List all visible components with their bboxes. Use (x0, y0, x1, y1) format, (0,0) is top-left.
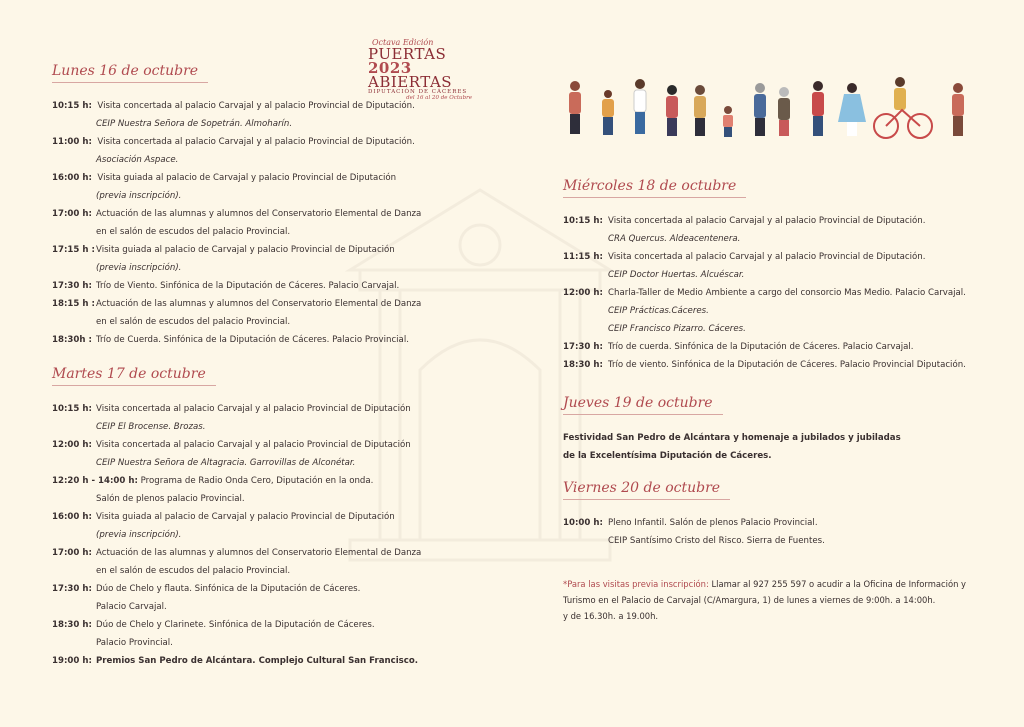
list-item: 12:00 h: Charla-Taller de Medio Ambiente a cargo del consorcio Mas Medio. Palacio Carvajal. CEIP Prácticas.Cáceres. CEIP Francisco Pizarro. Cáceres. (563, 288, 966, 334)
list-item: 10:15 h: Visita concertada al palacio Carvajal y al palacio Provincial de Diputación. CEIP Nuestra Señora de Sopetrán. Almoharín. (52, 101, 415, 129)
list-item: 17:00 h: Actuación de las alumnas y alumnos del Conservatorio Elemental de Danza en el salón de escudos del palacio Provincial. (52, 548, 422, 576)
list-item: 11:00 h: Visita concertada al palacio Carvajal y al palacio Provincial de Diputación. Asociación Aspace. (52, 137, 415, 165)
day-title-jueves: Jueves 19 de octubre (563, 395, 723, 415)
day-title-lunes: Lunes 16 de octubre (52, 63, 208, 83)
logo-edition: Octava Edición (372, 38, 434, 47)
list-item: 17:30 h: Trío de cuerda. Sinfónica de la Diputación de Cáceres. Palacio Carvajal. (563, 342, 914, 352)
list-item: 18:30 h: Dúo de Chelo y Clarinete. Sinfónica de la Diputación de Cáceres. Palacio Provincial. (52, 620, 375, 648)
list-item: 17:00 h: Actuación de las alumnas y alumnos del Conservatorio Elemental de Danza en el salón de escudos del palacio Provincial. (52, 209, 422, 237)
day-title-viernes: Viernes 20 de octubre (563, 480, 730, 500)
day-title-miercoles: Miércoles 18 de octubre (563, 178, 746, 198)
logo-org: DIPUTACIÓN DE CÁCERES (368, 89, 468, 95)
list-item: 12:20 h - 14:00 h: Programa de Radio Onda Cero, Diputación en la onda. Salón de plenos palacio Provincial. (52, 476, 374, 504)
list-item: 10:15 h: Visita concertada al palacio Carvajal y al palacio Provincial de Diputación CEIP El Brocense. Brozas. (52, 404, 411, 432)
list-item: 12:00 h: Visita concertada al palacio Carvajal y al palacio Provincial de Diputación CEIP Nuestra Señora de Altagracia. Garrovillas de Alconétar. (52, 440, 411, 468)
registration-note: *Para las visitas previa inscripción: Llamar al 927 255 597 o acudir a la Oficina de Información y Turismo en el Palacio de Carvajal (C/Amargura, 1) de lunes a viernes de 9:00h. a 14:00h. y de 16.30h. a 19.00h. (563, 579, 967, 621)
list-item: 18:30h : Trío de Cuerda. Sinfónica de la Diputación de Cáceres. Palacio Provincial. (52, 335, 409, 345)
logo-dates: del 16 al 20 de Octubre (406, 95, 472, 101)
logo-line2: ABIERTAS (368, 73, 453, 91)
right-column (563, 175, 983, 624)
list-item: 18:30 h: Trío de viento. Sinfónica de la Diputación de Cáceres. Palacio Provincial Diputación. (563, 360, 966, 370)
list-item: 10:15 h: Visita concertada al palacio Carvajal y al palacio Provincial de Diputación. CRA Quercus. Aldeacentenera. (563, 216, 926, 244)
list-item: 17:30 h: Dúo de Chelo y flauta. Sinfónica de la Diputación de Cáceres. Palacio Carvajal. (52, 584, 361, 612)
people-illustration-icon (560, 72, 980, 144)
list-item: 16:00 h: Visita guiada al palacio de Carvajal y palacio Provincial de Diputación (previa inscripción). (52, 173, 397, 201)
logo-year: 2023 (368, 59, 412, 77)
list-item: Festividad San Pedro de Alcántara y homenaje a jubilados y jubiladas de la Excelentísima Diputación de Cáceres. (563, 433, 901, 461)
logo-line1: PUERTAS (368, 45, 447, 63)
day-title-martes: Martes 17 de octubre (52, 366, 216, 386)
list-item: 10:00 h: Pleno Infantil. Salón de plenos Palacio Provincial. CEIP Santísimo Cristo del Risco. Sierra de Fuentes. (563, 518, 825, 546)
list-item: 11:15 h: Visita concertada al palacio Carvajal y al palacio Provincial de Diputación. CEIP Doctor Huertas. Alcuéscar. (563, 252, 926, 280)
list-item: 19:00 h: Premios San Pedro de Alcántara. Complejo Cultural San Francisco. (52, 656, 419, 666)
left-column (52, 60, 492, 670)
list-item: 18:15 h : Actuación de las alumnas y alumnos del Conservatorio Elemental de Danza en el salón de escudos del palacio Provincial. (52, 299, 422, 327)
list-item: 17:15 h : Visita guiada al palacio de Carvajal y palacio Provincial de Diputación (previa inscripción). (52, 245, 395, 273)
list-item: 16:00 h: Visita guiada al palacio de Carvajal y palacio Provincial de Diputación (previa inscripción). (52, 512, 395, 540)
list-item: 17:30 h: Trío de Viento. Sinfónica de la Diputación de Cáceres. Palacio Carvajal. (52, 281, 400, 291)
